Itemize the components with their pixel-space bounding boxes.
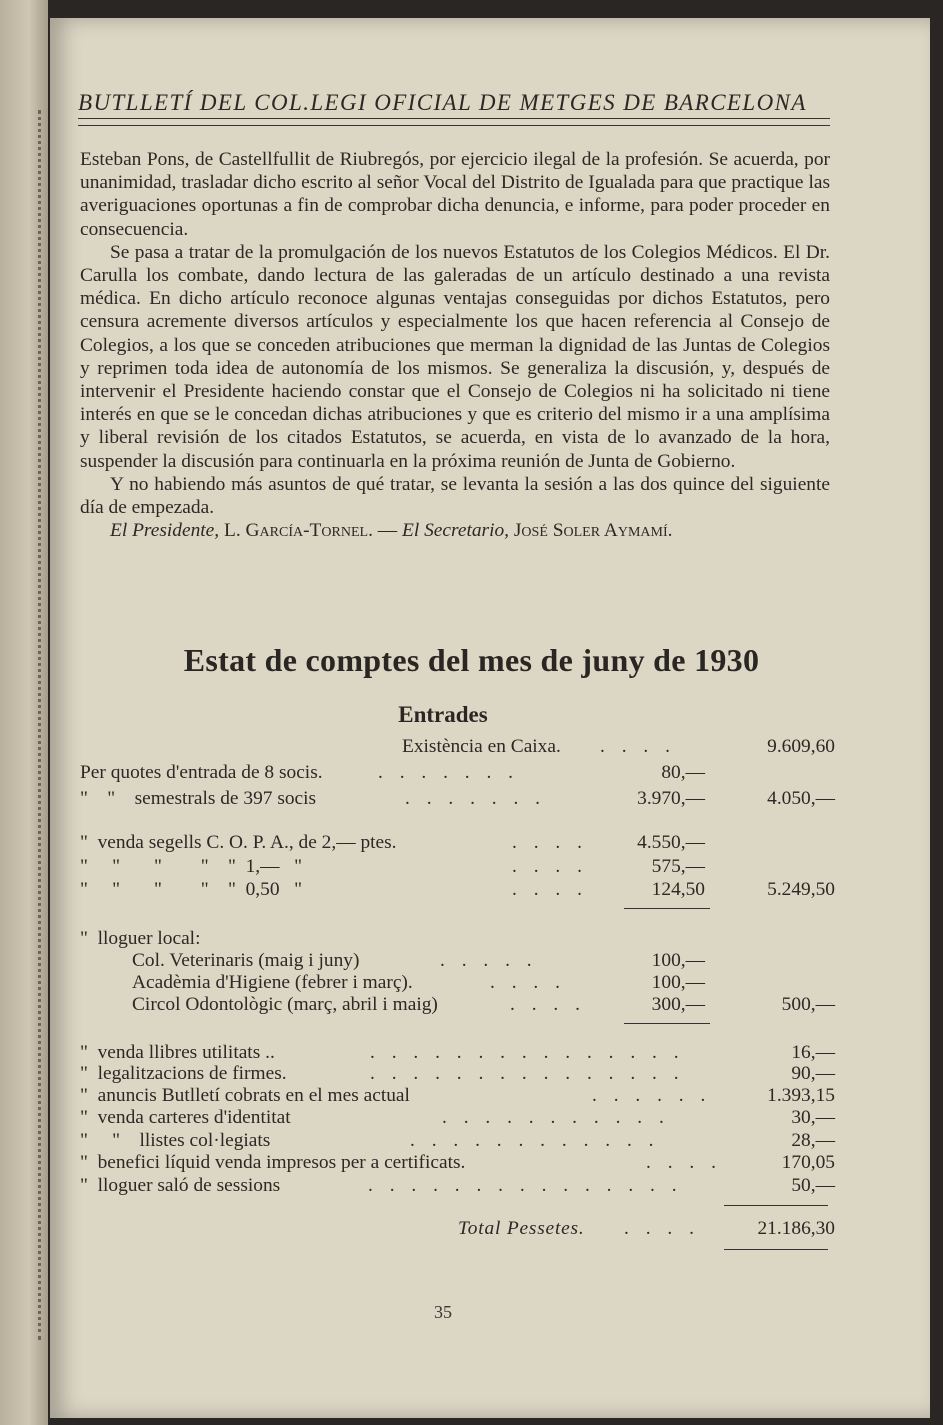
row-value-total: 30,—: [791, 1107, 835, 1128]
leader-dots: . . . .: [624, 1218, 700, 1239]
account-row: [80, 1085, 835, 1109]
leader-dots: . . . .: [512, 879, 588, 900]
row-label: " anuncis Butlletí cobrats en el mes actual: [80, 1085, 410, 1106]
row-value-total: 500,—: [781, 994, 835, 1015]
leader-dots: . . . .: [646, 1152, 722, 1173]
secretary-name: José Soler Aymamí.: [513, 520, 673, 542]
account-row: [80, 832, 835, 856]
row-label: Acadèmia d'Higiene (febrer i març).: [132, 972, 413, 993]
page-number: 35: [434, 1302, 452, 1322]
row-label: " lloguer saló de sessions: [80, 1175, 281, 1196]
president-label: El Presidente,: [110, 520, 220, 542]
accounts-title: Estat de comptes del mes de juny de 1930: [183, 642, 760, 678]
account-row: [80, 1152, 835, 1176]
row-value-total: 5.249,50: [767, 879, 835, 900]
leader-dots: . . . . . . . . . . . . . . .: [368, 1175, 683, 1196]
row-label: " benefici líquid venda impresos per a certificats.: [80, 1152, 466, 1173]
total-row: [80, 1218, 835, 1242]
row-value: 100,—: [651, 972, 705, 993]
row-value: 575,—: [651, 856, 705, 877]
account-row: [80, 856, 835, 880]
account-row: [80, 1175, 835, 1199]
signature-dash: —: [377, 520, 398, 542]
leader-dots: . . . .: [490, 972, 566, 993]
row-label: " " " " " 0,50 ": [80, 879, 303, 900]
paragraph-2: Se pasa a tratar de la promulgación de los nuevos Estatutos de los Colegios Médicos. El Dr. Carulla los combate, dando lectura de las galeradas de un artículo destinado a una revista médica. En dicho artículo reconoce algunas ventajas conseguidas por dichos Estatutos, pero censura acremente diversos artículos y especialmente los que hacen referencia al Consejo de Colegios, a los que se conceden atribuciones que merman la dignidad de las Juntas de Colegios y reprimen toda idea de autonomía de los mismos. Se generaliza la discusión, y, después de intervenir el Presidente haciendo constar que el Consejo de Colegios ni ha solicitado ni tiene interés en que se le concedan dichas atribuciones y que es criterio del mismo ir a una amplísima y liberal revisión de los citados Estatutos, se acuerda, en vista de lo avanzado de la hora, suspender la discusión para continuarla en la próxima reunión de Junta de Gobierno.: [80, 241, 830, 472]
row-value-total: 50,—: [791, 1175, 835, 1196]
row-label: " legalitzacions de firmes.: [80, 1063, 287, 1084]
total-value: 21.186,30: [757, 1218, 835, 1239]
total-label: Total Pessetes.: [458, 1218, 585, 1239]
paragraph-1: Esteban Pons, de Castellfullit de Riubregós, por ejercicio ilegal de la profesión. Se acuerda, por unanimidad, trasladar dicho escrito al señor Vocal del Distrito de Igualada para que practique las averiguaciones oportunas a fin de comprobar dicha denuncia, e informe, para poder proceder en consecuencia.: [80, 149, 830, 240]
row-label: Existència en Caixa.: [402, 736, 561, 757]
account-row: [80, 994, 835, 1018]
row-label: " venda carteres d'identitat: [80, 1107, 291, 1128]
signature-line: [80, 519, 830, 542]
row-value: 300,—: [651, 994, 705, 1015]
row-value-total: 16,—: [791, 1042, 835, 1063]
leader-dots: . . . . .: [440, 950, 538, 971]
leader-dots: . . . . . . . . . . . . . . .: [370, 1042, 685, 1063]
account-row: [80, 788, 835, 812]
accounts-subtitle: Entrades: [398, 702, 488, 727]
row-value: 4.550,—: [637, 832, 705, 853]
leader-dots: . . . .: [512, 856, 588, 877]
account-row: [80, 762, 835, 786]
row-value-total: 1.393,15: [767, 1085, 835, 1106]
row-value: 3.970,—: [637, 788, 705, 809]
subtotal-rule: [624, 908, 710, 909]
row-value: 80,—: [661, 762, 705, 783]
account-row: [80, 950, 835, 974]
secretary-label: El Secretario,: [402, 520, 510, 542]
row-label: " lloguer local:: [80, 928, 201, 949]
leader-dots: . . . . . . . . . . . . . . .: [370, 1063, 685, 1084]
row-label: Circol Odontològic (març, abril i maig): [132, 994, 438, 1015]
account-row: [80, 1130, 835, 1154]
account-row: [80, 879, 835, 903]
account-row: [80, 1107, 835, 1131]
leader-dots: . . . .: [512, 832, 588, 853]
running-header: BUTLLETÍ DEL COL.LEGI OFICIAL DE METGES DE BARCELONA: [78, 90, 830, 119]
row-value-total: 170,05: [781, 1152, 835, 1173]
leader-dots: . . . . . . . . . . .: [442, 1107, 670, 1128]
header-rule: [78, 125, 830, 126]
row-label: " " semestrals de 397 socis: [80, 788, 317, 809]
total-double-rule: [724, 1249, 828, 1250]
leader-dots: . . . .: [510, 994, 586, 1015]
leader-dots: . . . .: [600, 736, 676, 757]
row-value-total: 28,—: [791, 1130, 835, 1151]
row-label: " venda llibres utilitats ..: [80, 1042, 275, 1063]
row-value-total: 9.609,60: [767, 736, 835, 757]
row-value-total: 90,—: [791, 1063, 835, 1084]
subtotal-rule: [624, 1023, 710, 1024]
leader-dots: . . . . . .: [592, 1085, 712, 1106]
leader-dots: . . . . . . .: [405, 788, 547, 809]
row-value: 124,50: [651, 879, 705, 900]
row-label: " " llistes col·legiats: [80, 1130, 271, 1151]
account-row: [80, 1063, 835, 1087]
row-label: Col. Veterinaris (maig i juny): [132, 950, 360, 971]
total-rule: [724, 1205, 828, 1206]
president-name: L. García-Tornel.: [224, 520, 373, 542]
row-value-total: 4.050,—: [767, 788, 835, 809]
row-label: Per quotes d'entrada de 8 socis.: [80, 762, 323, 783]
leader-dots: . . . . . . . . . . . .: [410, 1130, 660, 1151]
account-row: [80, 972, 835, 996]
paragraph-3: Y no habiendo más asuntos de qué tratar, se levanta la sesión a las dos quince del siguiente día de empezada.: [80, 473, 830, 519]
row-value: 100,—: [651, 950, 705, 971]
minutes-text: [80, 148, 830, 542]
account-row: [80, 928, 835, 952]
account-row: [80, 736, 835, 760]
leader-dots: . . . . . . .: [378, 762, 520, 783]
row-label: " venda segells C. O. P. A., de 2,— ptes.: [80, 832, 397, 853]
row-label: " " " " " 1,— ": [80, 856, 303, 877]
